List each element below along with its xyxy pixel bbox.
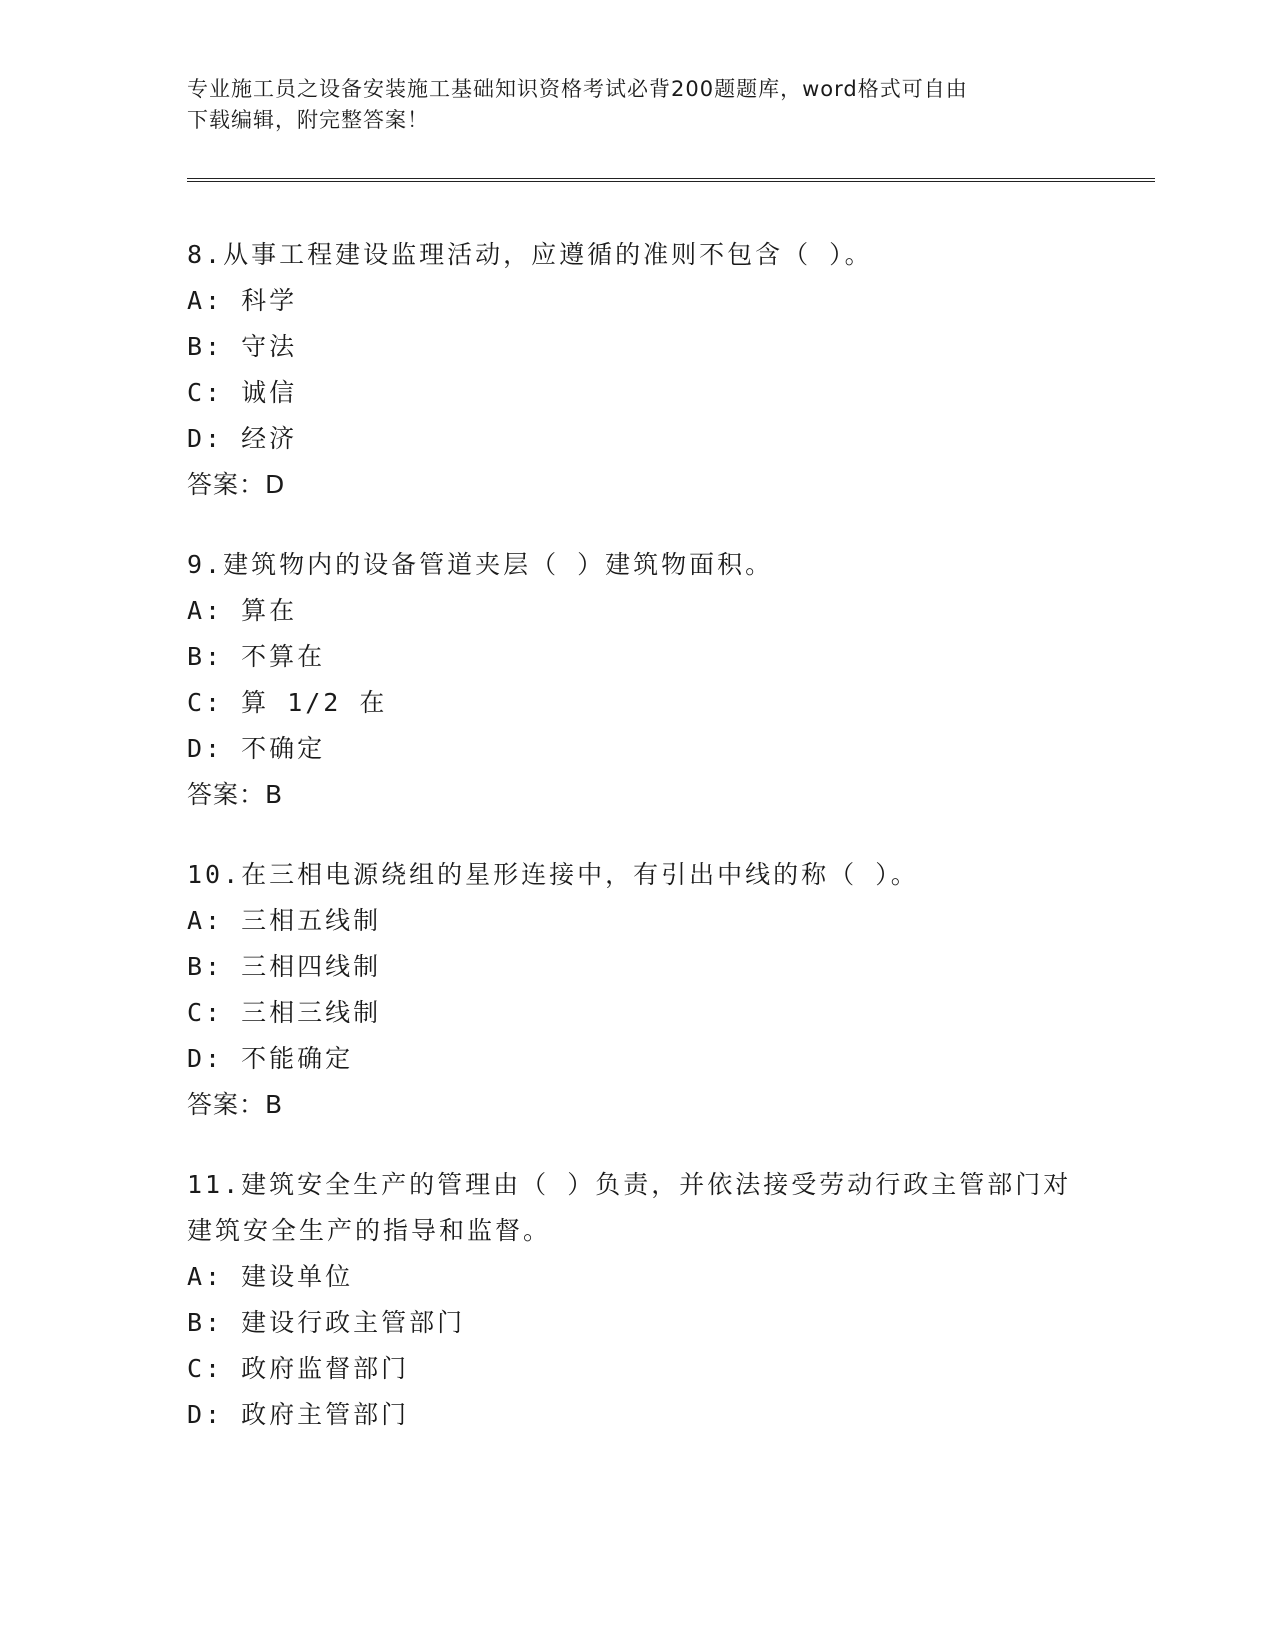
- answer-line: 答案：D: [187, 470, 286, 499]
- option-d: D: 政府主管部门: [187, 1400, 410, 1429]
- question-item: [187, 1162, 1087, 1438]
- header-double-rule: [187, 178, 1155, 182]
- option-b: B: 三相四线制: [187, 952, 382, 981]
- option-c: C: 三相三线制: [187, 998, 382, 1027]
- document-header: [187, 74, 1067, 136]
- question-stem: 11.建筑安全生产的管理由（ ）负责，并依法接受劳动行政主管部门对建筑安全生产的指导和监督。: [187, 1170, 1072, 1245]
- option-a: A: 科学: [187, 286, 298, 315]
- option-c: C: 政府监督部门: [187, 1354, 410, 1383]
- option-a: A: 三相五线制: [187, 906, 382, 935]
- option-b: B: 守法: [187, 332, 298, 361]
- option-b: B: 不算在: [187, 642, 326, 671]
- option-d: D: 不确定: [187, 734, 326, 763]
- header-line-2: 下载编辑，附完整答案！: [187, 108, 429, 132]
- question-stem: 10.在三相电源绕组的星形连接中，有引出中线的称（ ）。: [187, 860, 919, 889]
- answer-line: 答案：B: [187, 780, 284, 809]
- option-d: D: 经济: [187, 424, 298, 453]
- question-item: [187, 542, 1087, 818]
- question-item: [187, 852, 1087, 1128]
- header-line-1: 专业施工员之设备安装施工基础知识资格考试必背200题题库，word格式可自由: [187, 77, 968, 101]
- answer-line: 答案：B: [187, 1090, 284, 1119]
- option-b: B: 建设行政主管部门: [187, 1308, 466, 1337]
- option-a: A: 算在: [187, 596, 298, 625]
- option-d: D: 不能确定: [187, 1044, 354, 1073]
- question-stem: 9.建筑物内的设备管道夹层（ ）建筑物面积。: [187, 550, 774, 579]
- option-c: C: 诚信: [187, 378, 298, 407]
- option-a: A: 建设单位: [187, 1262, 354, 1291]
- question-list: [187, 232, 1087, 1472]
- question-item: [187, 232, 1087, 508]
- question-stem: 8.从事工程建设监理活动，应遵循的准则不包含（ ）。: [187, 240, 873, 269]
- option-c: C: 算 1/2 在: [187, 688, 388, 717]
